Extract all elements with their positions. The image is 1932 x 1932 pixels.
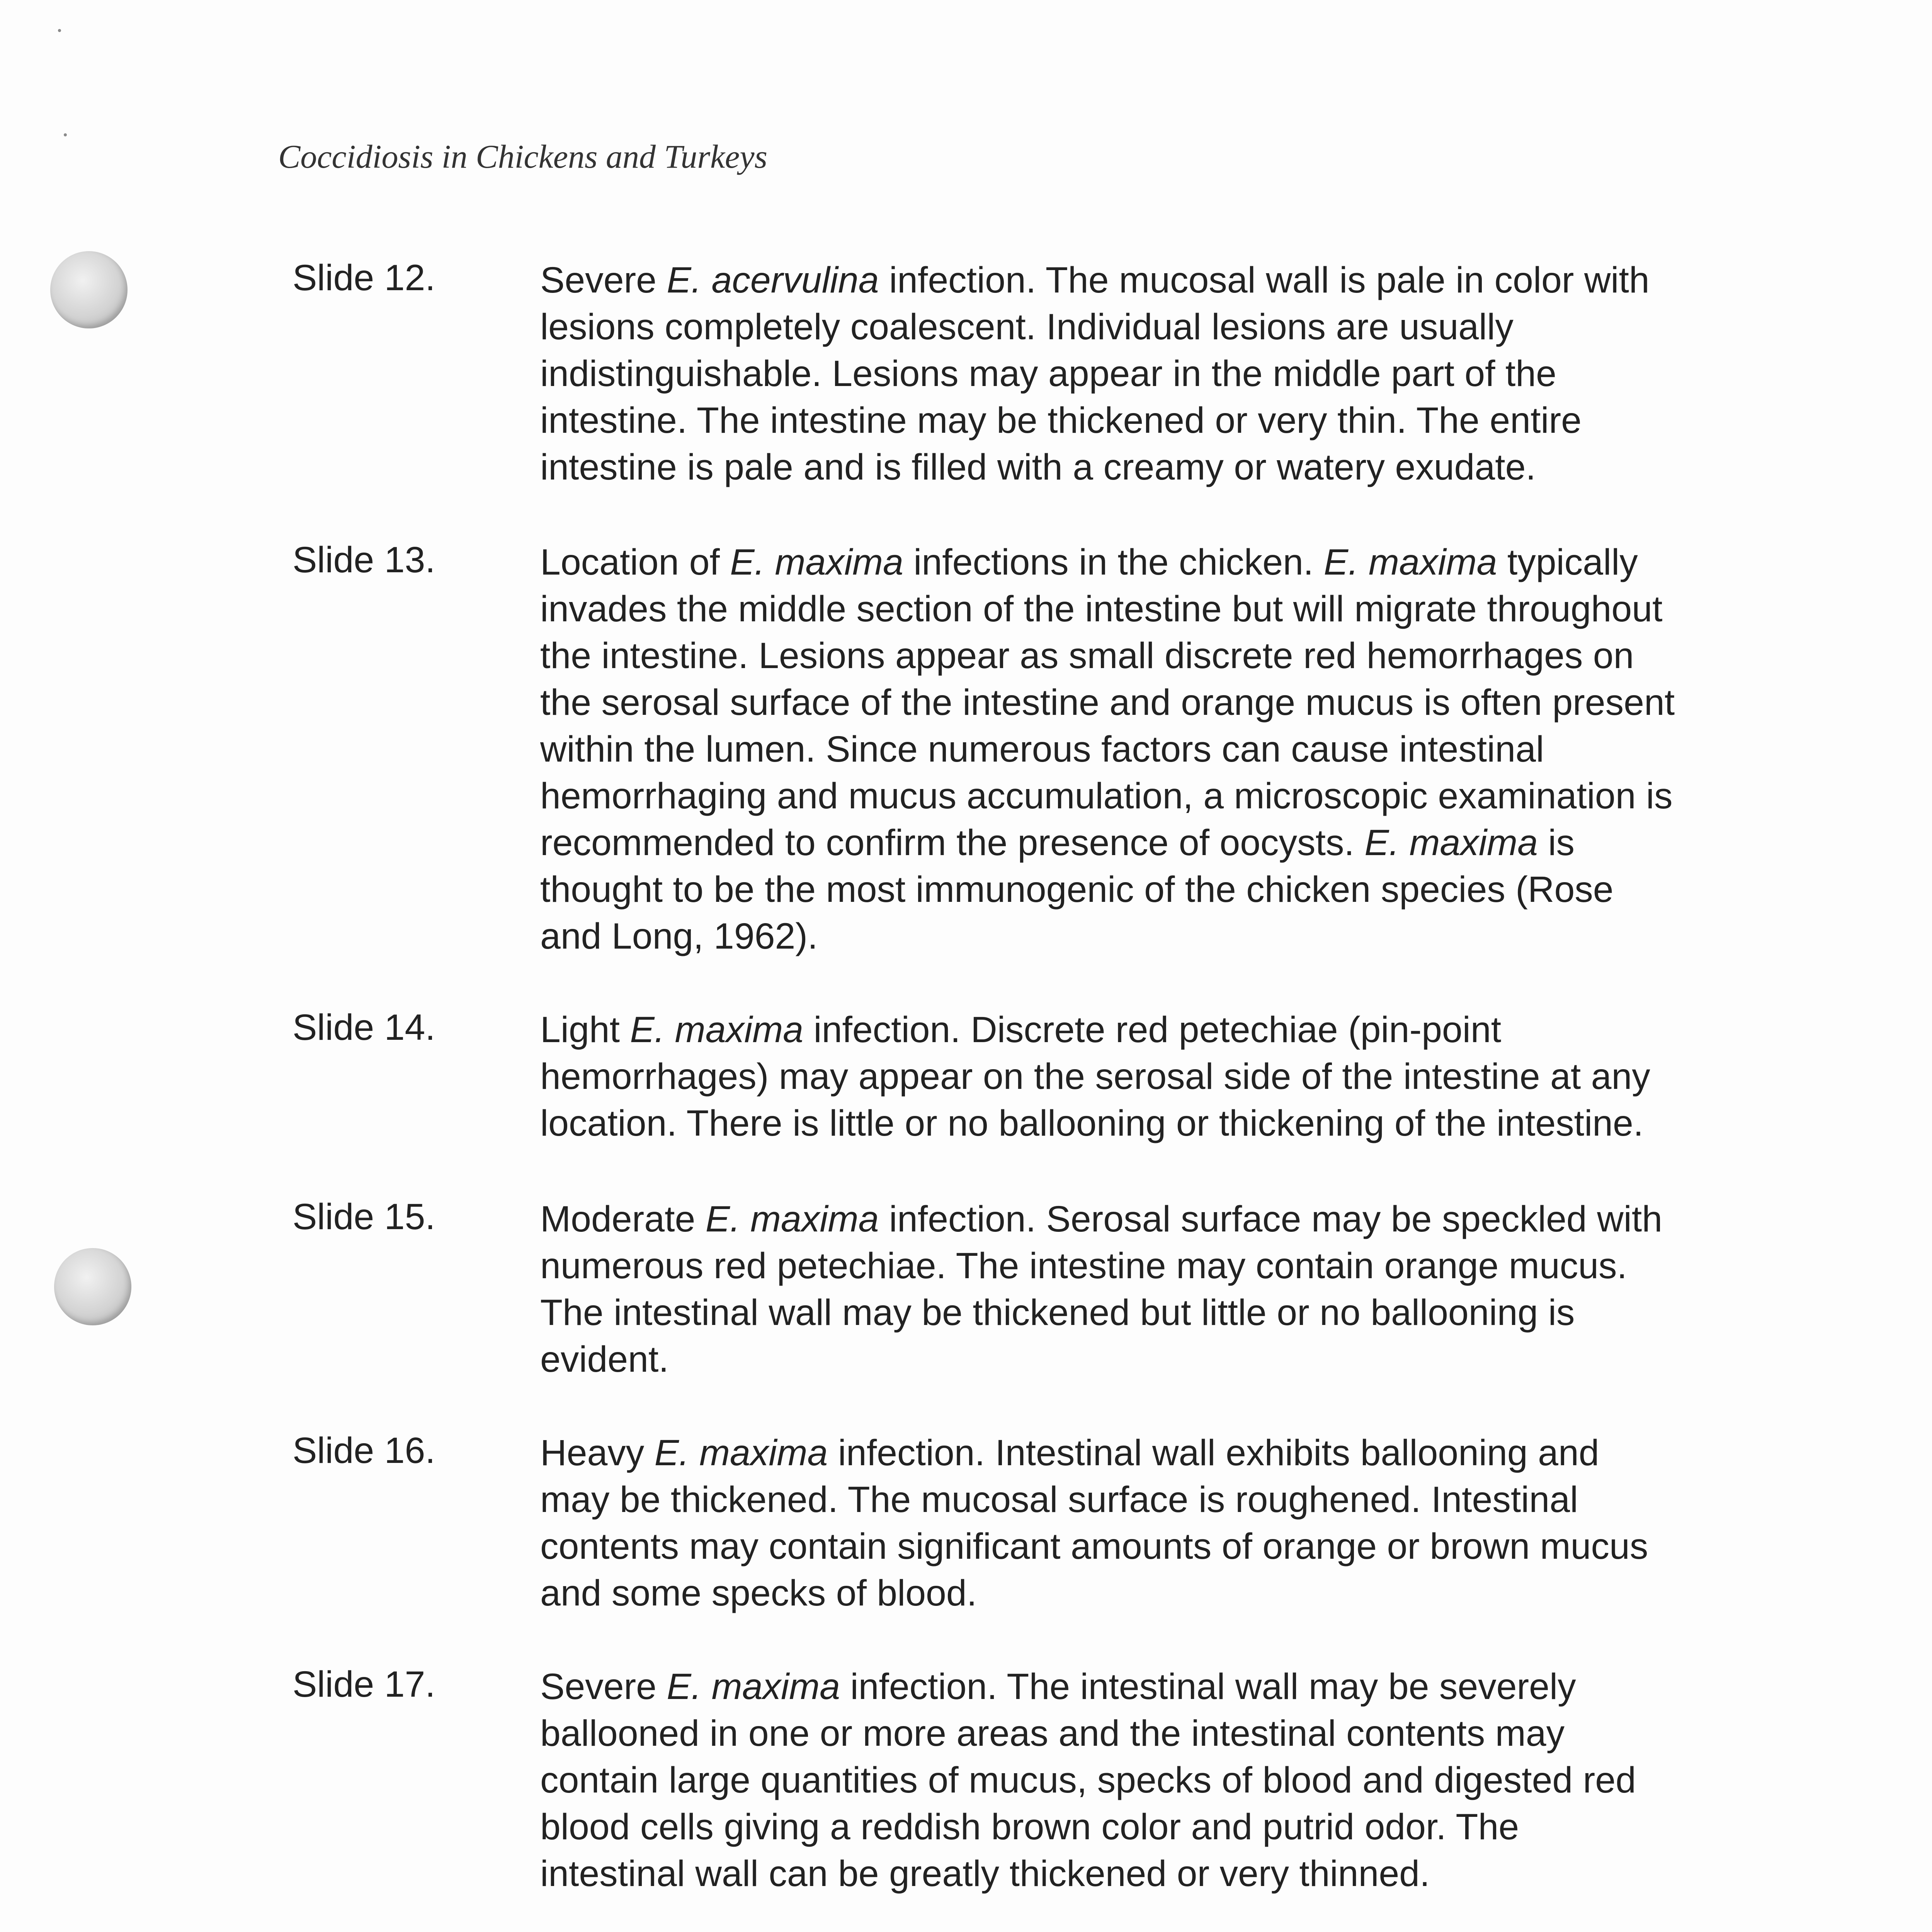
slide-description: [540, 257, 1769, 491]
text-line: ballooned in one or more areas and the intestinal contents may: [540, 1713, 1565, 1754]
text-line: invades the middle section of the intestine but will migrate throughout: [540, 588, 1663, 629]
text-line: Heavy E. maxima infection. Intestinal wall exhibits ballooning and: [540, 1432, 1599, 1473]
slide-label: Slide 13.: [293, 539, 435, 580]
text-line: contents may contain significant amounts of orange or brown mucus: [540, 1526, 1648, 1567]
text-line: Severe E. maxima infection. The intestinal wall may be severely: [540, 1666, 1576, 1707]
text-line: intestine is pale and is filled with a creamy or watery exudate.: [540, 447, 1536, 488]
text-line: Moderate E. maxima infection. Serosal surface may be speckled with: [540, 1199, 1663, 1240]
slide-description: [540, 1430, 1769, 1617]
text-line: intestinal wall can be greatly thickened or very thinned.: [540, 1853, 1430, 1894]
text-line: may be thickened. The mucosal surface is roughened. Intestinal: [540, 1479, 1578, 1520]
text-line: indistinguishable. Lesions may appear in the middle part of the: [540, 353, 1556, 394]
slide-description: [540, 1663, 1769, 1897]
text-line: Location of E. maxima infections in the chicken. E. maxima typically: [540, 542, 1638, 583]
slide-label: Slide 16.: [293, 1430, 435, 1471]
running-header: Coccidiosis in Chickens and Turkeys: [278, 138, 767, 175]
text-line: hemorrhages) may appear on the serosal side of the intestine at any: [540, 1056, 1650, 1097]
slide-label: Slide 15.: [293, 1196, 435, 1237]
slide-description: [540, 1007, 1769, 1147]
scan-speck: [64, 133, 67, 136]
text-line: location. There is little or no ballooning or thickening of the intestine.: [540, 1103, 1644, 1144]
text-line: Severe E. acervulina infection. The mucosal wall is pale in color with: [540, 260, 1650, 301]
text-line: and Long, 1962).: [540, 916, 818, 957]
text-line: hemorrhaging and mucus accumulation, a microscopic examination is: [540, 776, 1673, 816]
text-line: evident.: [540, 1339, 669, 1380]
slide-label: Slide 12.: [293, 257, 435, 298]
text-line: within the lumen. Since numerous factors can cause intestinal: [540, 729, 1544, 770]
text-line: the serosal surface of the intestine and orange mucus is often present: [540, 682, 1675, 723]
text-line: and some specks of blood.: [540, 1573, 977, 1614]
slide-description: [540, 1196, 1769, 1383]
text-line: recommended to confirm the presence of oocysts. E. maxima is: [540, 822, 1575, 863]
text-line: Light E. maxima infection. Discrete red petechiae (pin-point: [540, 1009, 1502, 1050]
text-line: the intestine. Lesions appear as small discrete red hemorrhages on: [540, 635, 1634, 676]
binder-hole-middle: [54, 1248, 131, 1325]
slide-label: Slide 14.: [293, 1007, 435, 1048]
text-line: intestine. The intestine may be thickened or very thin. The entire: [540, 400, 1582, 441]
slide-label: Slide 17.: [293, 1664, 435, 1705]
slide-description: [540, 539, 1769, 960]
text-line: lesions completely coalescent. Individual lesions are usually: [540, 306, 1514, 347]
text-line: thought to be the most immunogenic of the chicken species (Rose: [540, 869, 1614, 910]
binder-hole-top: [50, 251, 128, 328]
text-line: numerous red petechiae. The intestine may contain orange mucus.: [540, 1245, 1627, 1286]
scan-speck: [58, 29, 61, 32]
text-line: contain large quantities of mucus, specks of blood and digested red: [540, 1760, 1636, 1801]
text-line: The intestinal wall may be thickened but little or no ballooning is: [540, 1292, 1575, 1333]
text-line: blood cells giving a reddish brown color and putrid odor. The: [540, 1806, 1519, 1847]
